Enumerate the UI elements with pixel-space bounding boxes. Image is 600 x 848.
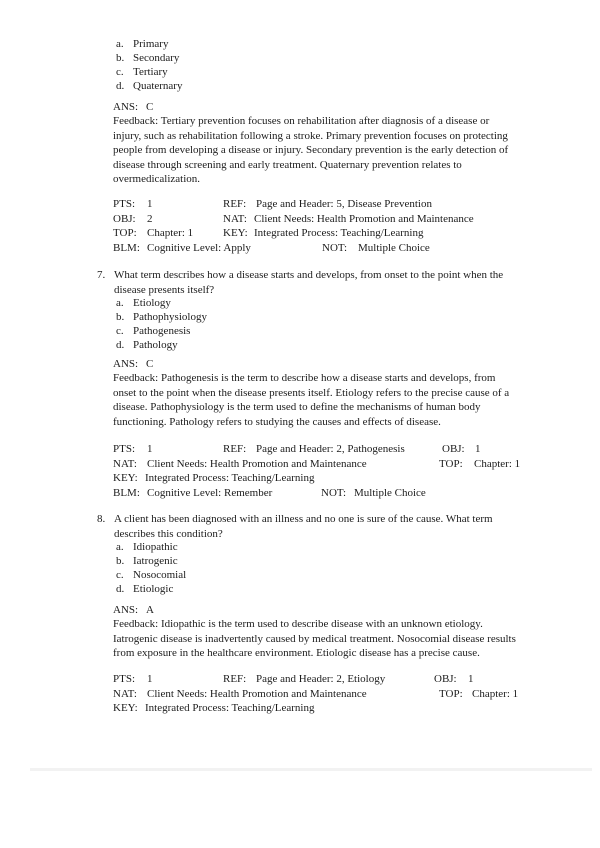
option-text: Etiology	[133, 297, 171, 309]
answer-line	[113, 357, 153, 372]
meta-row	[113, 486, 583, 501]
meta-nat-label: NAT:	[113, 687, 137, 700]
option-letter: d.	[116, 339, 125, 351]
meta-top-label: TOP:	[113, 227, 137, 239]
meta-pts-value: 1	[147, 673, 153, 685]
meta-nat-label: NAT:	[113, 457, 137, 470]
meta-blm-label: BLM:	[113, 486, 140, 499]
meta-pts-label: PTS:	[113, 198, 136, 210]
option-text: Pathogenesis	[133, 325, 191, 337]
meta-pts-value: 1	[147, 198, 153, 210]
meta-ref-value: Page and Header: 2, Etiology	[256, 673, 386, 685]
stem-line: disease presents itself?	[114, 283, 215, 296]
option-letter: b.	[116, 52, 125, 64]
answer-label: ANS:	[113, 101, 139, 113]
meta-nat-value: Client Needs: Health Promotion and Maintenance	[254, 212, 474, 225]
option-letter: c.	[116, 66, 124, 78]
feedback-line: people from developing a disease or injury. Secondary prevention is the early detection of	[113, 144, 509, 156]
meta-top-value: Chapter: 1	[147, 227, 194, 239]
answer-label: ANS:	[113, 604, 139, 616]
meta-ref-label: REF:	[223, 443, 247, 455]
meta-not-value: Multiple Choice	[358, 241, 430, 254]
meta-nat-label: NAT:	[223, 212, 247, 225]
feedback-line: Iatrogenic disease is inadvertently caused by medical treatment. Nosocomial disease results	[113, 632, 516, 645]
option-row	[116, 554, 186, 568]
meta-not-label: NOT:	[322, 241, 348, 254]
meta-top-label: TOP:	[439, 457, 463, 470]
feedback-line: disease through screening and early treatment. Quaternary prevention relates to	[113, 158, 462, 171]
feedback-line: injury, such as rehabilitation following a stroke. Primary prevention focuses on protecting	[113, 129, 508, 142]
question-number: 7.	[97, 269, 106, 281]
meta-row	[113, 701, 583, 716]
option-row	[116, 296, 207, 310]
meta-obj-value: 2	[147, 212, 153, 225]
option-letter: b.	[116, 555, 125, 567]
page-divider	[30, 768, 592, 771]
option-text: Primary	[133, 38, 169, 50]
option-text: Tertiary	[133, 66, 168, 78]
feedback-text	[113, 371, 509, 429]
meta-row	[113, 226, 583, 241]
option-row	[116, 65, 182, 79]
meta-pts-value: 1	[147, 443, 153, 455]
question-8-options	[116, 540, 186, 596]
feedback-text	[113, 617, 516, 661]
option-row	[116, 582, 186, 596]
option-text: Iatrogenic	[133, 555, 178, 567]
meta-obj-label: OBJ:	[113, 212, 136, 225]
feedback-line: functioning. Pathology refers to studying the causes and effects of disease.	[113, 415, 441, 428]
meta-ref-label: REF:	[223, 198, 247, 210]
meta-block	[113, 197, 583, 255]
option-text: Quaternary	[133, 80, 183, 92]
option-letter: a.	[116, 38, 124, 50]
option-text: Secondary	[133, 52, 180, 64]
question-6-options	[116, 37, 182, 93]
question-number: 8.	[97, 513, 106, 525]
option-row	[116, 540, 186, 554]
meta-pts-label: PTS:	[113, 673, 136, 685]
feedback-line: from exposure in the healthcare environment. Etiologic disease has a precise cause.	[113, 647, 480, 659]
answer-line	[113, 100, 153, 115]
meta-block	[113, 672, 583, 716]
question-7-options	[116, 296, 207, 352]
feedback-line: Feedback: Idiopathic is the term used to describe disease with an unknown etiology.	[113, 618, 483, 630]
meta-ref-value: Page and Header: 2, Pathogenesis	[256, 443, 405, 455]
meta-row	[113, 687, 583, 702]
feedback-line: Feedback: Pathogenesis is the term to describe how a disease starts and develops, from	[113, 372, 496, 384]
meta-obj-value: 1	[468, 673, 474, 685]
option-letter: a.	[116, 541, 124, 553]
option-row	[116, 79, 182, 93]
answer-value: A	[146, 604, 154, 616]
meta-key-value: Integrated Process: Teaching/Learning	[145, 472, 315, 484]
meta-top-value: Chapter: 1	[474, 457, 521, 470]
meta-key-value: Integrated Process: Teaching/Learning	[145, 702, 315, 714]
stem-line: What term describes how a disease starts and develops, from onset to the point when the	[114, 269, 504, 281]
meta-top-label: TOP:	[439, 687, 463, 700]
feedback-line: Feedback: Tertiary prevention focuses on rehabilitation after diagnosis of a disease or	[113, 115, 490, 127]
meta-blm-value: Cognitive Level: Remember	[147, 486, 273, 499]
option-row	[116, 568, 186, 582]
stem-line: describes this condition?	[114, 527, 223, 540]
meta-blm-value: Cognitive Level: Apply	[147, 241, 251, 254]
meta-key-value: Integrated Process: Teaching/Learning	[254, 227, 424, 239]
option-text: Etiologic	[133, 583, 174, 595]
meta-obj-label: OBJ:	[434, 673, 457, 685]
option-row	[116, 324, 207, 338]
option-letter: c.	[116, 325, 124, 337]
meta-block	[113, 442, 583, 500]
meta-ref-label: REF:	[223, 673, 247, 685]
option-text: Idiopathic	[133, 541, 178, 553]
stem-line: A client has been diagnosed with an illness and no one is sure of the cause. What term	[114, 513, 493, 525]
meta-top-value: Chapter: 1	[472, 687, 519, 700]
meta-row	[113, 471, 583, 486]
answer-value: C	[146, 101, 154, 113]
meta-key-label: KEY:	[113, 702, 138, 714]
meta-not-label: NOT:	[321, 486, 347, 499]
option-text: Pathophysiology	[133, 311, 207, 323]
meta-nat-value: Client Needs: Health Promotion and Maintenance	[147, 457, 367, 470]
meta-row	[113, 457, 583, 472]
answer-value: C	[146, 358, 154, 370]
option-letter: c.	[116, 569, 124, 581]
option-letter: a.	[116, 297, 124, 309]
question-stem	[114, 268, 503, 297]
feedback-line: overmedicalization.	[113, 173, 201, 185]
meta-row	[113, 241, 583, 256]
option-text: Pathology	[133, 339, 178, 351]
option-letter: b.	[116, 311, 125, 323]
question-stem	[114, 512, 493, 541]
meta-row	[113, 212, 583, 227]
meta-row	[113, 197, 583, 212]
meta-not-value: Multiple Choice	[354, 486, 426, 499]
meta-row	[113, 672, 583, 687]
option-row	[116, 37, 182, 51]
meta-pts-label: PTS:	[113, 443, 136, 455]
meta-obj-label: OBJ:	[442, 443, 465, 455]
option-row	[116, 338, 207, 352]
meta-obj-value: 1	[475, 443, 481, 455]
meta-blm-label: BLM:	[113, 241, 140, 254]
answer-line	[113, 603, 154, 618]
meta-ref-value: Page and Header: 5, Disease Prevention	[256, 198, 432, 210]
meta-row	[113, 442, 583, 457]
option-letter: d.	[116, 80, 125, 92]
meta-nat-value: Client Needs: Health Promotion and Maintenance	[147, 687, 367, 700]
option-row	[116, 310, 207, 324]
answer-label: ANS:	[113, 358, 139, 370]
option-row	[116, 51, 182, 65]
meta-key-label: KEY:	[223, 227, 248, 239]
feedback-line: disease. Pathophysiology is the term used to define the mechanisms of human body	[113, 401, 481, 413]
feedback-line: onset to the point when the disease presents itself. Etiology refers to the precise cause of a	[113, 386, 510, 399]
meta-key-label: KEY:	[113, 472, 138, 484]
option-letter: d.	[116, 583, 125, 595]
option-text: Nosocomial	[133, 569, 187, 581]
feedback-text	[113, 114, 508, 187]
